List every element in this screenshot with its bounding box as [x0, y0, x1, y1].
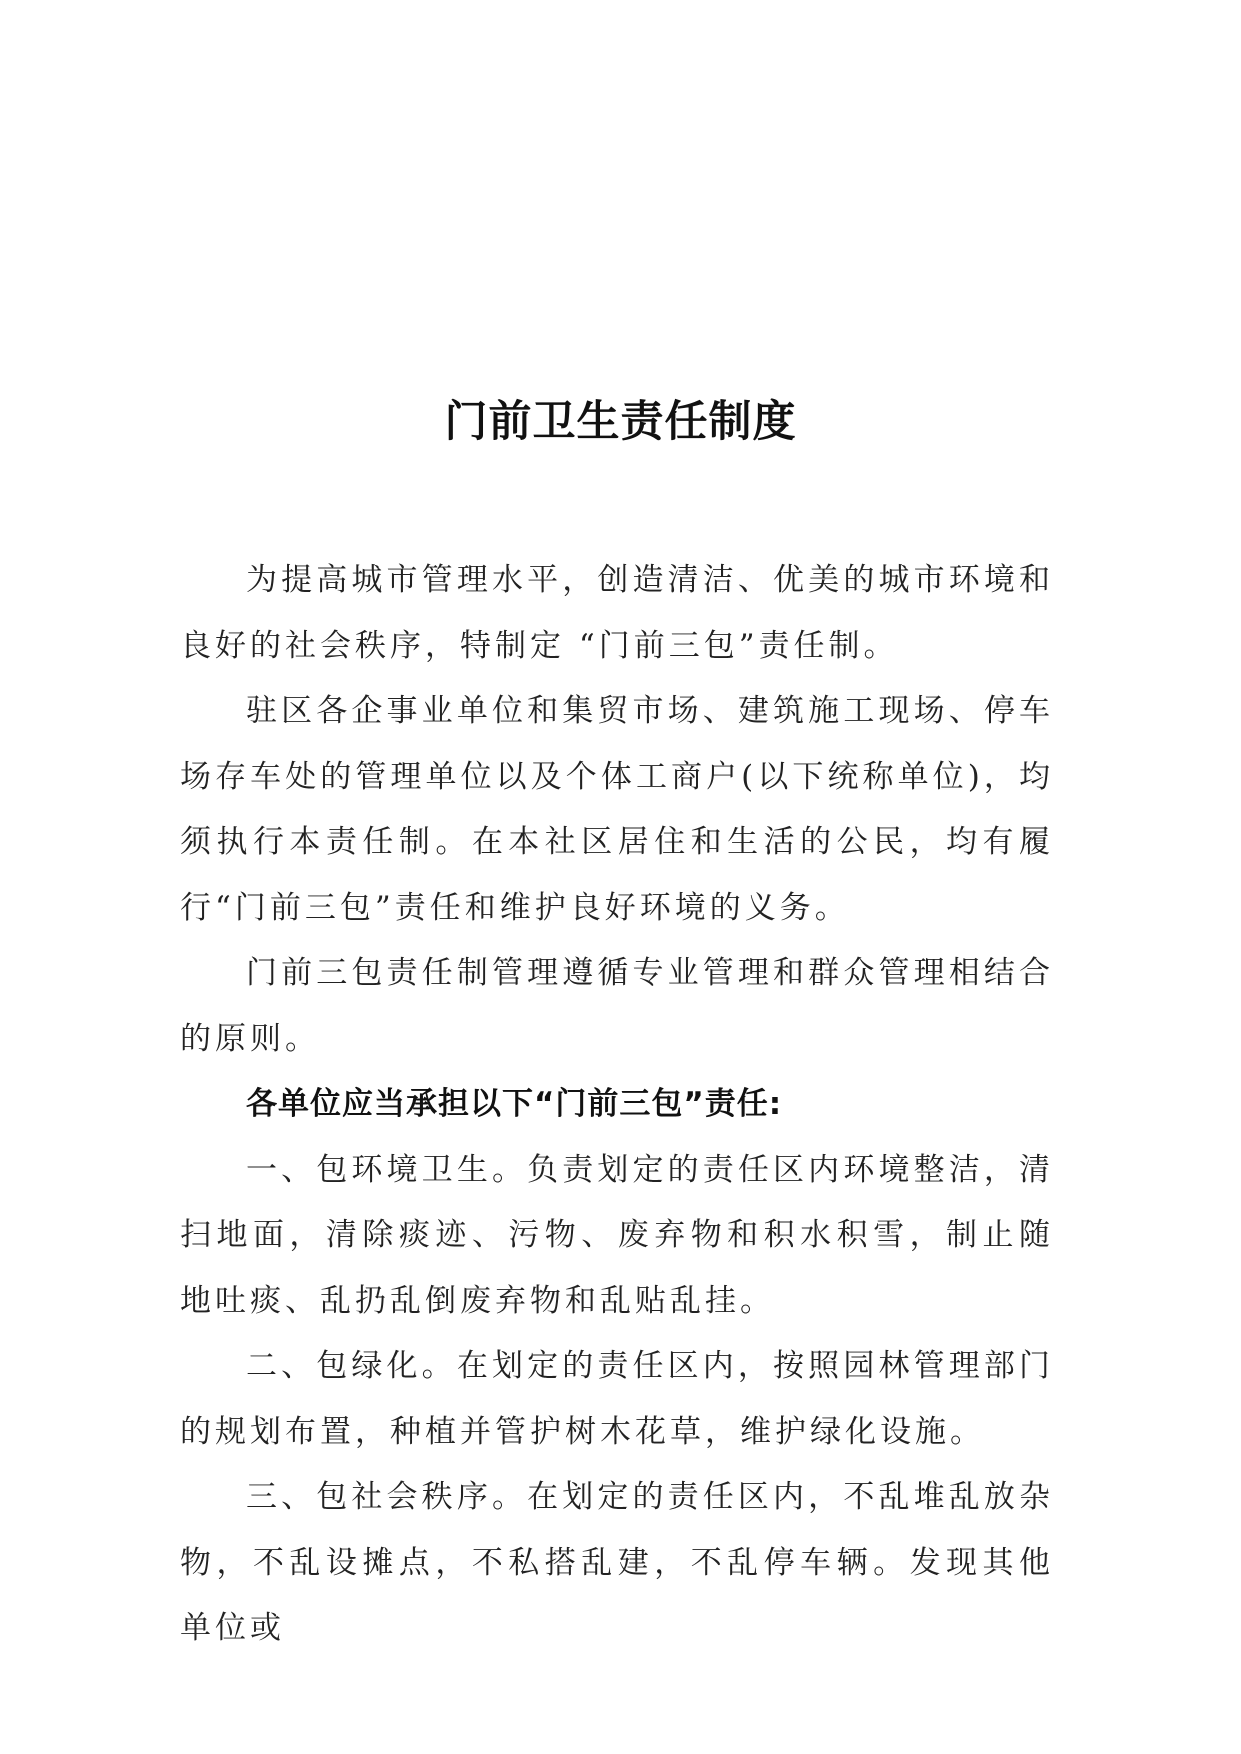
section-heading: 各单位应当承担以下“门前三包”责任: — [246, 1086, 783, 1122]
paragraph-item-3: 三、包社会秩序。在划定的责任区内，不乱堆乱放杂物，不乱设摊点，不私搭乱建，不乱停车辆。发现其他单位或 — [180, 1479, 1054, 1646]
paragraph-item-2: 二、包绿化。在划定的责任区内，按照园林管理部门的规划布置，种植并管护树木花草，维护绿化设施。 — [180, 1348, 1054, 1450]
document-title: 门前卫生责任制度 — [444, 397, 797, 447]
paragraph-scope: 驻区各企事业单位和集贸市场、建筑施工现场、停车场存车处的管理单位以及个体工商户(以下统称单位)，均须执行本责任制。在本社区居住和生活的公民，均有履行“门前三包”责任和维护良好环境的义务。 — [180, 693, 1054, 926]
paragraph-purpose: 为提高城市管理水平，创造清洁、优美的城市环境和良好的社会秩序，特制定 “门前三包”责任制。 — [180, 562, 1054, 664]
document-body — [180, 548, 1054, 1662]
paragraph-principle: 门前三包责任制管理遵循专业管理和群众管理相结合的原则。 — [180, 955, 1054, 1057]
paragraph-item-1: 一、包环境卫生。负责划定的责任区内环境整洁，清扫地面，清除痰迹、污物、废弃物和积水积雪，制止随地吐痰、乱扔乱倒废弃物和乱贴乱挂。 — [180, 1151, 1054, 1319]
